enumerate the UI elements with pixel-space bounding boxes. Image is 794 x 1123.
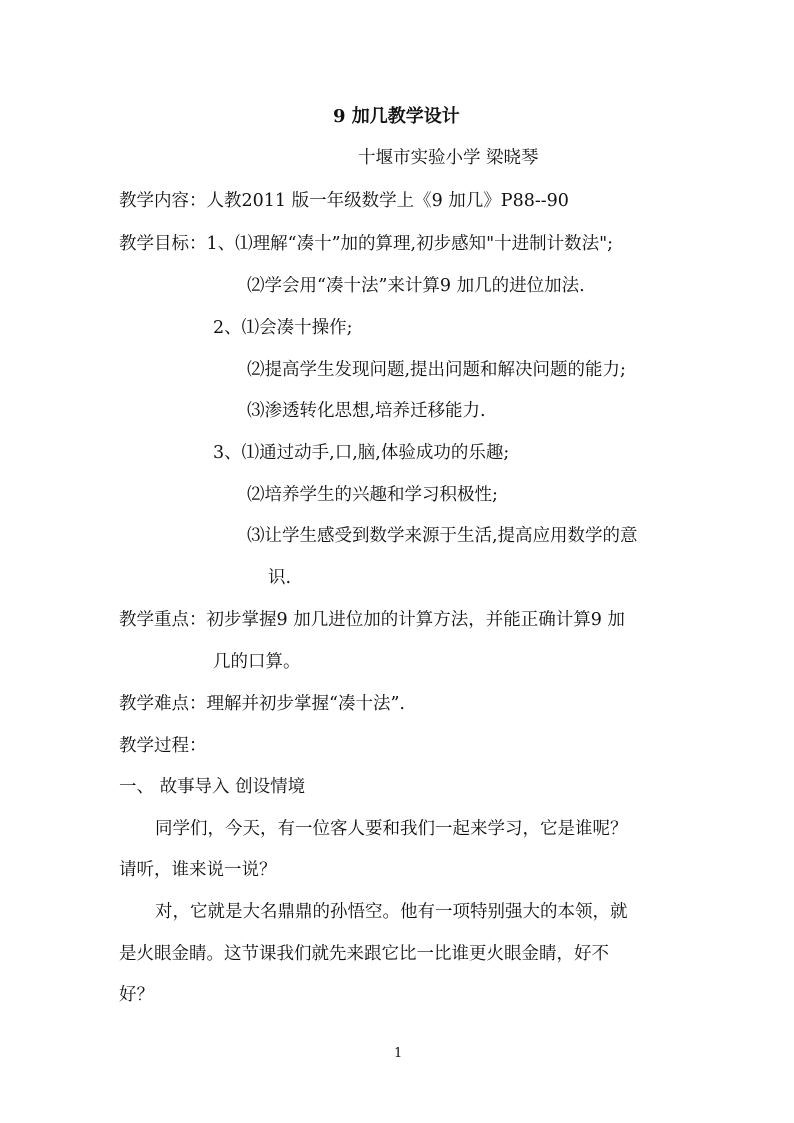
objective-1-item-2: ⑵学会用“凑十法”来计算9 加几的进位加法.: [247, 276, 585, 296]
section-1-heading: 一、 故事导入 创设情境: [119, 777, 306, 797]
page-number: 1: [394, 1046, 403, 1061]
objective-2-item-3: ⑶渗透转化思想,培养迁移能力.: [247, 401, 486, 421]
difficulty-line: 教学难点：理解并初步掌握“凑十法”.: [119, 694, 405, 714]
author-line: 十堰市实验小学 梁晓琴: [358, 148, 539, 168]
objective-3-item-3-cont: 识.: [268, 568, 292, 588]
key-point-line-1: 教学重点：初步掌握9 加几进位加的计算方法，并能正确计算9 加: [119, 610, 625, 630]
paragraph-1-line-1: 同学们，今天，有一位客人要和我们一起来学习，它是谁呢？: [155, 819, 628, 839]
objective-3-item-3: ⑶让学生感受到数学来源于生活,提高应用数学的意: [247, 526, 638, 546]
objective-3-item-2: ⑵培养学生的兴趣和学习积极性;: [247, 485, 498, 505]
objectives-line-1: 教学目标：1、⑴理解“凑十”加的算理,初步感知"十进制计数法";: [119, 234, 614, 254]
key-point-line-2: 几的口算。: [213, 652, 301, 672]
paragraph-2-line-1: 对，它就是大名鼎鼎的孙悟空。他有一项特别强大的本领，就: [155, 902, 628, 922]
objective-2-item-2: ⑵提高学生发现问题,提出问题和解决问题的能力;: [247, 360, 626, 380]
paragraph-1-line-2: 请听，谁来说一说？: [119, 860, 277, 880]
paragraph-2-line-2: 是火眼金睛。这节课我们就先来跟它比一比谁更火眼金睛，好不: [119, 944, 609, 964]
process-label: 教学过程：: [119, 736, 207, 756]
document-title: 9 加几教学设计: [333, 106, 460, 127]
paragraph-2-line-3: 好？: [119, 985, 154, 1005]
teaching-content: 教学内容：人教2011 版一年级数学上《9 加几》P88--90: [119, 191, 569, 211]
objective-3-item-1: 3、⑴通过动手,口,脑,体验成功的乐趣;: [213, 443, 510, 463]
objective-2-item-1: 2、⑴会凑十操作;: [213, 318, 353, 338]
